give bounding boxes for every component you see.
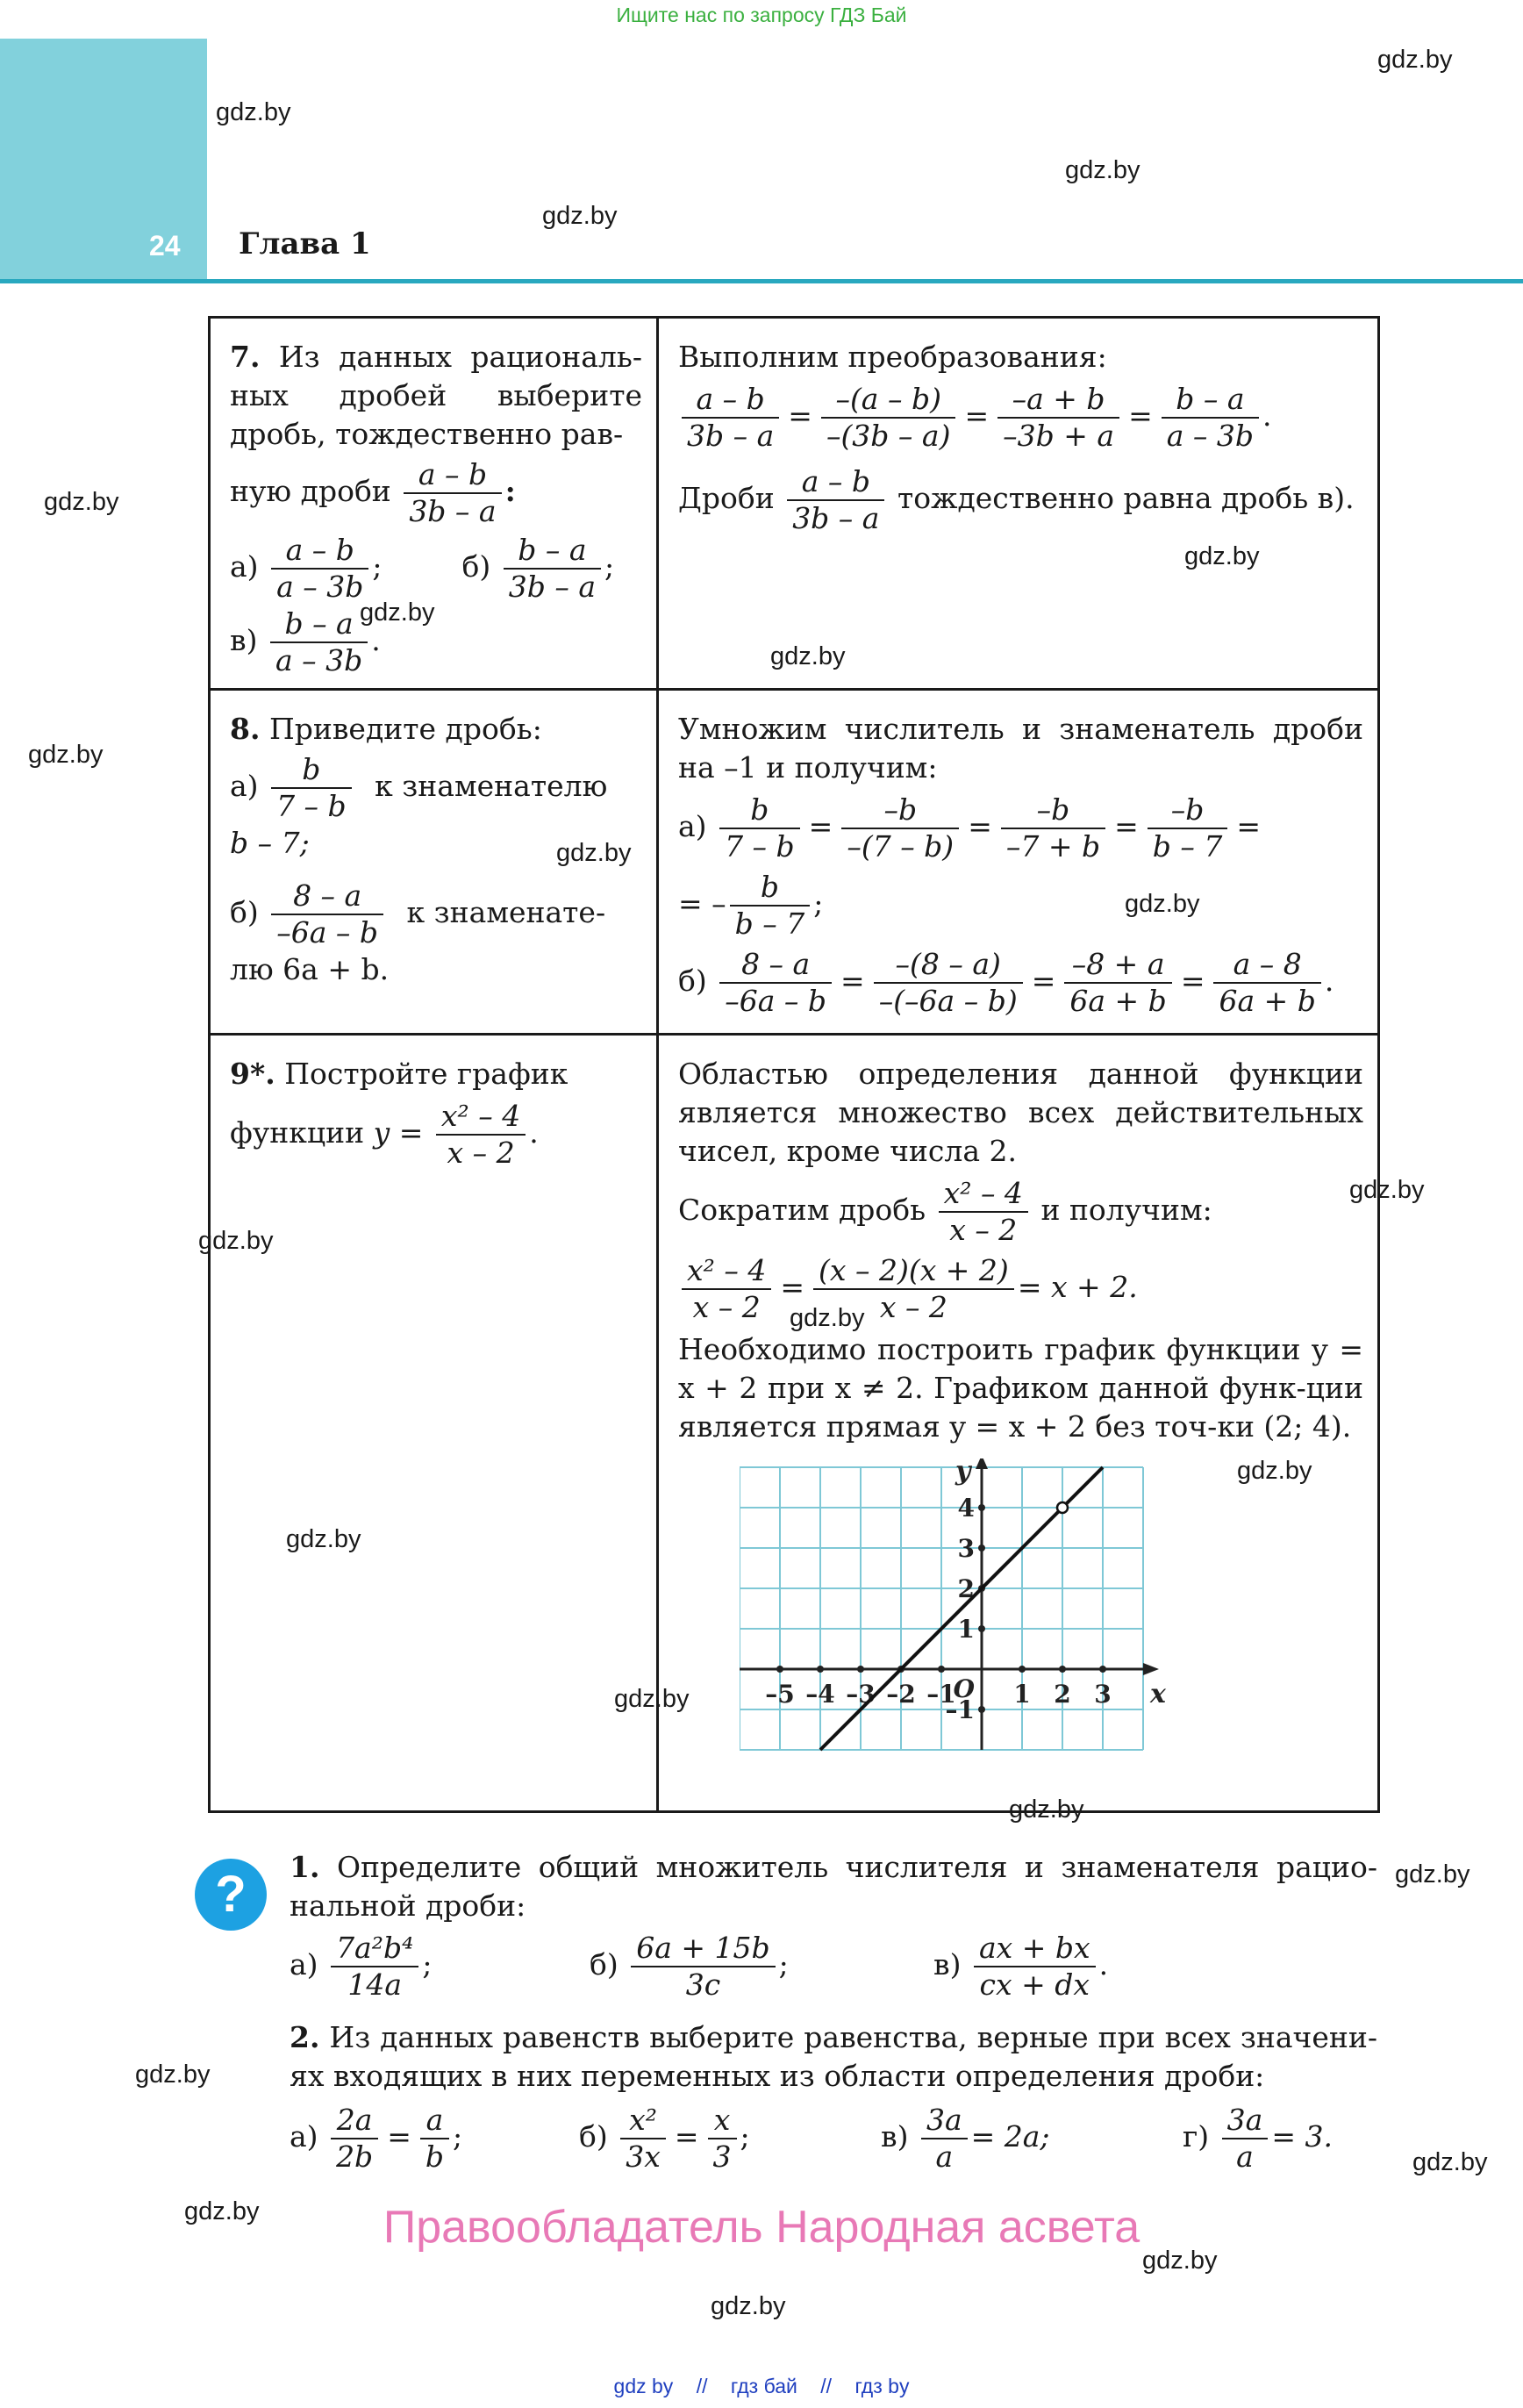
task7-main-fraction: $\frac{a - b}{3b - a}$ <box>404 457 501 529</box>
q2-text: Из данных равенств выберите равенства, верные при всех значени-ях входящих в них переменных из области определения дроби: <box>290 2020 1377 2093</box>
watermark: gdz.by <box>770 642 846 670</box>
watermark: gdz.by <box>1009 1795 1084 1824</box>
task9-question: 9*. Постройте график функции y = $\frac{\text{x² – 4}}{x - 2}$ . <box>210 1035 658 1812</box>
task9-solution-p1: Областью определения данной функции является множество всех действительных чисел, кроме числа 2. <box>678 1057 1363 1168</box>
footer-link[interactable]: гдз бай <box>730 2375 797 2397</box>
watermark: gdz.by <box>1125 890 1200 918</box>
x-tick-label: 1 <box>1013 1680 1031 1709</box>
task7-opt-b-tail: ; <box>604 549 615 584</box>
watermark: gdz.by <box>542 202 618 230</box>
task8-b-label: б) <box>230 895 259 929</box>
task7-solution-intro: Выполним преобразования: <box>678 340 1107 374</box>
q2-option-v: в) $\frac{3a}{a}$ = 2a; <box>881 2103 1050 2174</box>
task8-solution <box>658 690 1379 1035</box>
task9-equation: $\frac{\text{x² – 4}}{x - 2}$ = $\frac{(x - 2)(x + 2)}{x - 2}$ = x + 2. <box>678 1253 1363 1325</box>
task7-opt-v-label: в) <box>230 623 258 657</box>
x-tick-dot <box>776 1666 783 1673</box>
watermark: gdz.by <box>184 2197 260 2225</box>
task7-solution <box>658 318 1379 690</box>
footer-separator: // <box>820 2375 833 2397</box>
task7-number: 7. <box>230 340 261 374</box>
task8-solution-a2: = – $\frac{b}{b - 7}$ ; <box>678 870 824 941</box>
task9-solution-p2: Сократим дробь $\frac{\text{x² – 4}}{x - 2}$ и получим: <box>678 1176 1212 1247</box>
task7-text2: ную дроби <box>230 474 391 508</box>
copyright-notice: Правообладатель Народная асвета <box>383 2202 1140 2253</box>
x-tick-label: –3 <box>846 1680 876 1709</box>
y-tick-label: 3 <box>957 1534 975 1563</box>
task9-row <box>210 1035 1379 1812</box>
task7-opt-v-fraction: $\frac{b - a}{a - 3b}$ <box>270 606 368 678</box>
footer-links <box>0 2375 1523 2398</box>
task7-question <box>210 318 658 690</box>
task9-func-fraction: $\frac{\text{x² – 4}}{x - 2}$ <box>436 1099 526 1171</box>
task9-solution <box>658 1035 1379 1812</box>
task7-opt-b-label: б) <box>461 549 491 584</box>
function-graph <box>740 1458 1196 1774</box>
y-tick-label: 2 <box>957 1574 975 1603</box>
footer-link[interactable]: gdz by <box>613 2375 674 2397</box>
x-tick-dot <box>938 1666 945 1673</box>
task8-a-text: к знаменателю <box>375 769 608 803</box>
task7-text: Из данных рациональ-ных дробей выберите дробь, тождественно рав- <box>230 340 643 451</box>
x-axis-arrow <box>1143 1663 1159 1675</box>
task9-number: 9*. <box>230 1057 275 1091</box>
question-2 <box>290 2018 1377 2096</box>
q2-number: 2. <box>290 2020 320 2054</box>
excluded-point <box>1057 1502 1068 1513</box>
task8-number: 8. <box>230 712 261 746</box>
task9-func-y: y = <box>373 1115 424 1150</box>
q1-option-b: б) $\frac{6a + 15b}{3c}$ ; <box>590 1931 789 2002</box>
y-tick-label: –1 <box>945 1695 975 1724</box>
watermark: gdz.by <box>1377 46 1453 74</box>
watermark: gdz.by <box>135 2060 211 2089</box>
task8-b-text: к знаменате- <box>406 895 606 929</box>
watermark: gdz.by <box>1349 1176 1425 1204</box>
watermark: gdz.by <box>1065 156 1140 184</box>
footer-link[interactable]: гдз by <box>854 2375 910 2397</box>
task7-conclusion: Дроби $\frac{a - b}{3b - a}$ тождественно равна дробь в). <box>678 464 1355 535</box>
origin-label: O <box>953 1674 975 1703</box>
task8-a-label: а) <box>230 769 259 803</box>
y-axis-arrow <box>976 1458 988 1469</box>
x-tick-label: –4 <box>805 1680 835 1709</box>
watermark: gdz.by <box>1184 542 1260 570</box>
task7-opt-a-tail: ; <box>372 549 383 584</box>
x-tick-dot <box>1019 1666 1026 1673</box>
task7-colon: : <box>504 474 516 508</box>
watermark: gdz.by <box>1395 1860 1470 1888</box>
task8-b-text2: лю 6a + b. <box>230 952 390 986</box>
q2-option-b: б) $\frac{\text{x²}}{3x}$ = $\frac{x}{3}$ ; <box>579 2103 750 2174</box>
question-icon: ? <box>195 1859 267 1931</box>
x-axis-label: x <box>1150 1679 1166 1709</box>
task8-question <box>210 690 658 1035</box>
y-tick-dot <box>978 1504 985 1511</box>
watermark: gdz.by <box>360 598 435 627</box>
q1-number: 1. <box>290 1850 320 1884</box>
x-tick-label: 2 <box>1054 1680 1071 1709</box>
x-tick-dot <box>857 1666 864 1673</box>
watermark: gdz.by <box>614 1685 690 1713</box>
q1-text: Определите общий множитель числителя и знаменателя рацио-нальной дроби: <box>290 1850 1378 1923</box>
task8-solution-b: б) $\frac{8 - a}{-6a - b}$ = $\frac{-(8 - a)}{-(-6a - b)}$ = $\frac{-8 + a}{6a + b}$ = $\frac{a - 8}{6a + b}$ . <box>678 947 1334 1018</box>
task9-title: Постройте график <box>284 1057 568 1091</box>
y-tick-dot <box>978 1706 985 1713</box>
chapter-title: Глава 1 <box>239 226 371 262</box>
task8-solution-intro: Умножим числитель и знаменатель дроби на –1 и получим: <box>678 712 1363 785</box>
watermark: gdz.by <box>1412 2148 1488 2176</box>
watermark: gdz.by <box>790 1304 865 1332</box>
task8-a-fraction: $\frac{b}{7 - b}$ <box>271 752 352 824</box>
task8-b-fraction: $\frac{8 - a}{-6a - b}$ <box>271 878 383 950</box>
watermark: gdz.by <box>1237 1457 1312 1485</box>
task8-row <box>210 690 1379 1035</box>
watermark: gdz.by <box>198 1227 274 1255</box>
x-tick-dot <box>817 1666 824 1673</box>
q1-option-v: в) $\frac{ax + bx}{cx + dx}$ . <box>933 1931 1109 2002</box>
watermark: gdz.by <box>1142 2247 1218 2275</box>
task8-a-target: b – 7; <box>230 826 310 860</box>
x-tick-label: –5 <box>765 1680 795 1709</box>
x-tick-dot <box>1059 1666 1066 1673</box>
x-tick-dot <box>1099 1666 1106 1673</box>
task7-opt-b-fraction: $\frac{b - a}{3b - a}$ <box>504 533 601 605</box>
x-tick-label: –1 <box>926 1680 956 1709</box>
watermark: gdz.by <box>556 839 632 867</box>
q1-option-a: а) $\frac{\text{7a²b⁴}}{14a}$ ; <box>290 1931 433 2002</box>
y-tick-dot <box>978 1544 985 1552</box>
watermark: gdz.by <box>44 488 119 516</box>
task7-opt-v-tail: . <box>371 623 381 657</box>
task7-row <box>210 318 1379 690</box>
y-axis-label: y <box>955 1458 971 1487</box>
top-note: Ищите нас по запросу ГДЗ Бай <box>616 4 907 26</box>
watermark: gdz.by <box>286 1525 361 1553</box>
y-tick-label: 1 <box>957 1615 975 1644</box>
footer-separator: // <box>696 2375 708 2397</box>
task7-opt-a-fraction: $\frac{a - b}{a - 3b}$ <box>271 533 368 605</box>
task8-solution-a: а) $\frac{b}{7 - b}$ = $\frac{-b}{-(7 - b)}$ = $\frac{-b}{-7 + b}$ = $\frac{-b}{b - 7}$ = <box>678 792 1262 864</box>
task9-func-label: функции <box>230 1115 365 1150</box>
watermark: gdz.by <box>711 2292 786 2320</box>
x-tick-label: –2 <box>886 1680 916 1709</box>
watermark: gdz.by <box>28 741 104 769</box>
q2-option-a: а) $\frac{2a}{2b}$ = $\frac{a}{b}$ ; <box>290 2103 463 2174</box>
tasks-table <box>208 316 1380 1813</box>
task9-solution-p3: Необходимо построить график функции y = x + 2 при x ≠ 2. Графиком данной функ-ции является прямая y = x + 2 без точ-ки (2; 4). <box>678 1332 1363 1444</box>
task8-title: Приведите дробь: <box>268 712 542 746</box>
y-tick-label: 4 <box>957 1494 975 1523</box>
question-1 <box>290 1848 1377 1925</box>
q2-option-g: г) $\frac{3a}{a}$ = 3. <box>1183 2103 1333 2174</box>
header-rule <box>0 279 1523 283</box>
task7-opt-a-label: а) <box>230 549 259 584</box>
graph-ticks <box>765 1458 1167 1724</box>
page-number: 24 <box>149 230 181 262</box>
watermark: gdz.by <box>216 98 291 126</box>
task7-equation: $\frac{a - b}{3b - a}$ = $\frac{-(a - b)}{-(3b - a)}$ = $\frac{-a + b}{-3b + a}$ = $\frac{b - a}{a - 3b}$ . <box>678 382 1363 454</box>
x-tick-label: 3 <box>1094 1680 1112 1709</box>
y-tick-dot <box>978 1625 985 1632</box>
